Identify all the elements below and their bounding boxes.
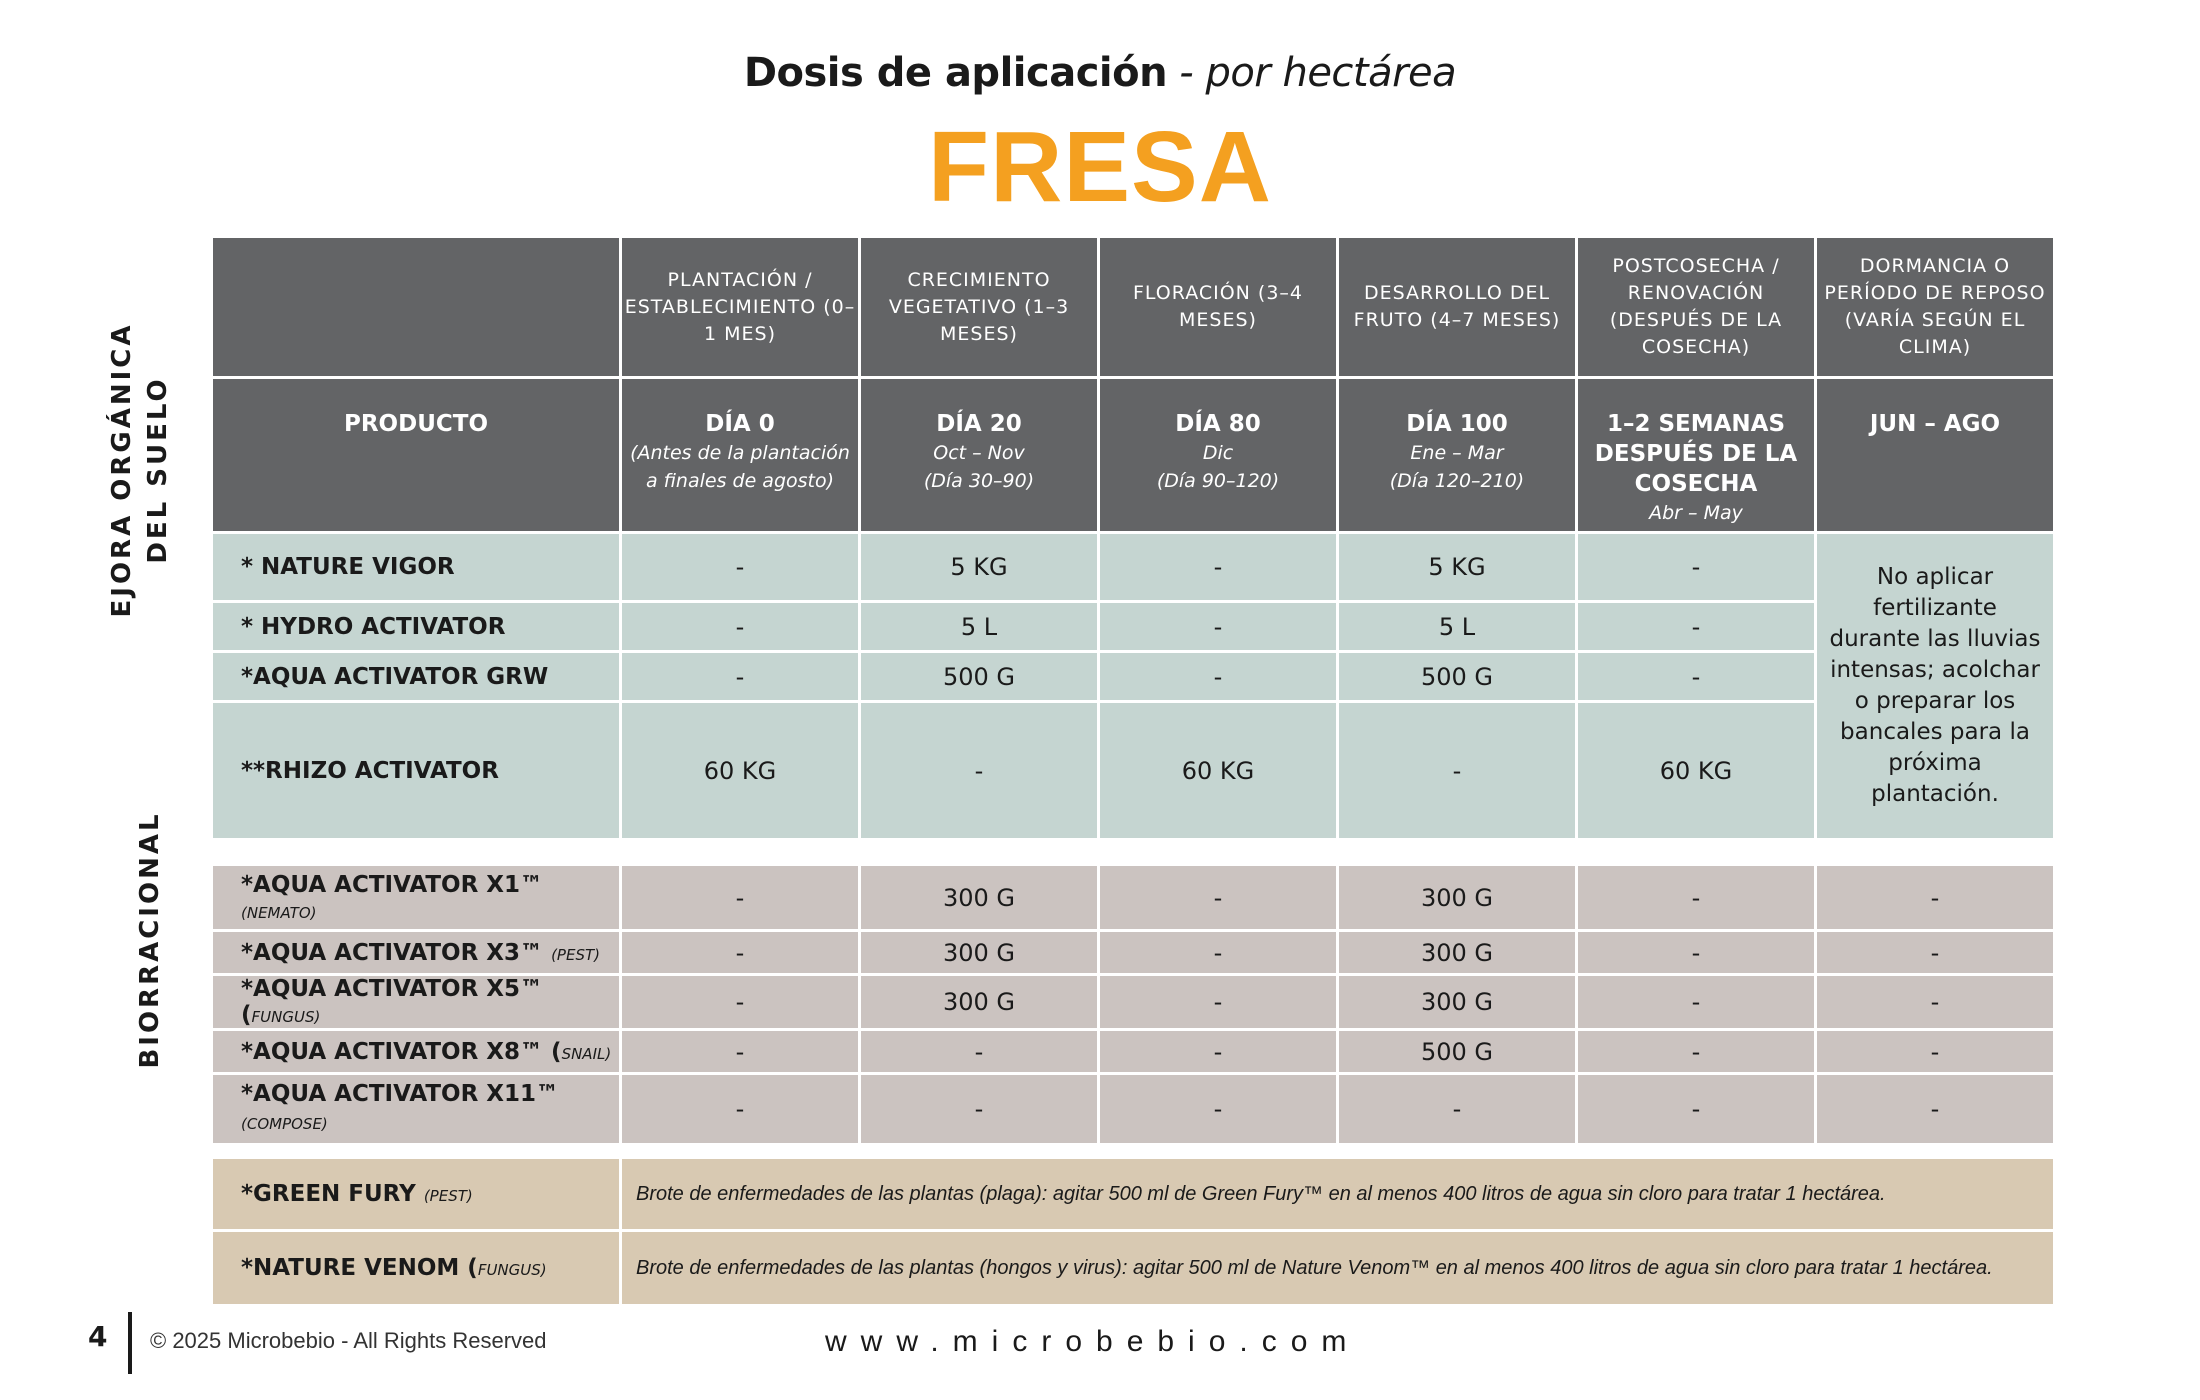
product-tag: FUNGUS) <box>477 1261 547 1279</box>
stage-header-row <box>213 238 2053 376</box>
product-name <box>213 976 619 1028</box>
dose-cell: - <box>1817 1075 2053 1143</box>
product-name: *AQUA ACTIVATOR GRW <box>213 653 619 700</box>
dosage-table <box>210 235 2055 1307</box>
product-name-text: *AQUA ACTIVATOR X8™ ( <box>241 1038 562 1065</box>
title-main: Dosis de aplicación <box>743 50 1168 96</box>
dose-cell: 60 KG <box>622 703 858 838</box>
dose-cell: - <box>622 1031 858 1072</box>
title-sub: - por hectárea <box>1167 50 1457 96</box>
dose-cell: 300 G <box>861 866 1097 929</box>
dose-cell: - <box>1100 866 1336 929</box>
stage-header: FLORACIÓN (3–4 MESES) <box>1100 238 1336 376</box>
dose-cell: 300 G <box>1339 866 1575 929</box>
dose-cell: 300 G <box>861 932 1097 973</box>
spacer <box>213 1146 2053 1156</box>
dose-cell: - <box>1578 866 1814 929</box>
product-name <box>213 1075 619 1143</box>
timing-sub: Ene – Mar <box>1410 442 1504 464</box>
timing-sub: Abr – May <box>1649 502 1743 524</box>
table-row <box>213 603 2053 650</box>
dose-cell: - <box>861 1075 1097 1143</box>
product-name-text: *AQUA ACTIVATOR X3™ <box>241 939 544 966</box>
dose-cell: 60 KG <box>1100 703 1336 838</box>
stage-header: PLANTACIÓN / ESTABLECIMIENTO (0–1 MES) <box>622 238 858 376</box>
dose-cell: - <box>1100 1075 1336 1143</box>
dose-cell: 5 KG <box>861 534 1097 600</box>
copyright-text: © 2025 Microbebio - All Rights Reserved <box>150 1328 547 1353</box>
table-row <box>213 976 2053 1028</box>
dose-cell: - <box>1817 866 2053 929</box>
dose-cell: - <box>622 1075 858 1143</box>
dose-cell: - <box>1817 932 2053 973</box>
product-name <box>213 932 619 973</box>
side-label-biorational: BIORRACIONAL <box>135 811 165 1069</box>
dose-cell: - <box>861 703 1097 838</box>
dose-cell: - <box>1100 534 1336 600</box>
product-tag: (PEST) <box>551 945 600 964</box>
table-row <box>213 1031 2053 1072</box>
soil-note: No aplicar fertilizante durante las lluvias intensas; acolchar o preparar los bancales para la próxima plantación. <box>1817 534 2053 838</box>
table-row <box>213 703 2053 838</box>
dose-cell: - <box>1578 603 1814 650</box>
timing-title: DÍA 0 <box>705 411 775 437</box>
website-link[interactable]: www.microbebio.com <box>825 1325 1361 1358</box>
crop-title: FRESA <box>928 111 1272 223</box>
product-name-text: *AQUA ACTIVATOR X1™ <box>241 871 544 898</box>
dose-cell: - <box>622 976 858 1028</box>
stage-header: POSTCOSECHA / RENOVACIÓN (DESPUÉS DE LA COSECHA) <box>1578 238 1814 376</box>
dose-cell: 500 G <box>861 653 1097 700</box>
dose-cell: - <box>1578 534 1814 600</box>
dose-cell: - <box>861 1031 1097 1072</box>
timing-sub: a finales de agosto) <box>645 470 835 492</box>
dose-cell: - <box>1578 1075 1814 1143</box>
dose-cell: - <box>1100 603 1336 650</box>
dose-cell: - <box>622 603 858 650</box>
table-row <box>213 653 2053 700</box>
dose-cell: - <box>1578 653 1814 700</box>
product-name-text: *AQUA ACTIVATOR X5™ ( <box>241 976 544 1028</box>
dose-cell: 60 KG <box>1578 703 1814 838</box>
dose-cell: - <box>1100 932 1336 973</box>
timing-sub: (Día 90–120) <box>1156 470 1280 492</box>
timing-header <box>861 379 1097 531</box>
page-number: 4 <box>88 1320 108 1353</box>
spacer-row <box>213 1146 2053 1156</box>
dose-cell: - <box>1817 976 2053 1028</box>
dose-cell: 300 G <box>1339 932 1575 973</box>
dose-cell: - <box>622 932 858 973</box>
dose-cell: - <box>622 866 858 929</box>
dose-cell: - <box>1100 653 1336 700</box>
spacer <box>213 841 2053 863</box>
product-name-text: *AQUA ACTIVATOR X11™ <box>241 1081 560 1107</box>
dose-cell: 5 KG <box>1339 534 1575 600</box>
product-tag: (PEST) <box>423 1187 473 1205</box>
dose-cell: - <box>1578 1031 1814 1072</box>
timing-title: JUN – AGO <box>1869 411 2001 437</box>
product-tag: FUNGUS) <box>251 1008 321 1026</box>
timing-header <box>1578 379 1814 531</box>
dose-cell: - <box>1578 932 1814 973</box>
dose-cell: - <box>1100 976 1336 1028</box>
side-label-soil <box>104 310 176 630</box>
stage-header: DORMANCIA O PERÍODO DE REPOSO (VARÍA SEGÚN EL CLIMA) <box>1817 238 2053 376</box>
dose-cell: - <box>622 534 858 600</box>
side-label-soil-line1: EJORA ORGÁNICA <box>107 322 137 618</box>
table-row <box>213 1075 2053 1143</box>
product-instructions: Brote de enfermedades de las plantas (plaga): agitar 500 ml de Green Fury™ en al menos 400 litros de agua sin cloro para tratar 1 hectárea. <box>622 1159 2053 1229</box>
timing-title: DÍA 80 <box>1175 411 1261 437</box>
product-name <box>213 1159 619 1229</box>
dose-cell: 500 G <box>1339 1031 1575 1072</box>
timing-header <box>1339 379 1575 531</box>
product-name: **RHIZO ACTIVATOR <box>213 703 619 838</box>
timing-sub: (Día 120–210) <box>1389 470 1525 492</box>
table-row <box>213 1232 2053 1304</box>
product-name: * HYDRO ACTIVATOR <box>213 603 619 650</box>
stage-header: DESARROLLO DEL FRUTO (4–7 MESES) <box>1339 238 1575 376</box>
product-tag: SNAIL) <box>561 1044 612 1063</box>
table-row <box>213 534 2053 600</box>
product-name <box>213 1031 619 1072</box>
timing-title: 1–2 SEMANAS DESPUÉS DE LA COSECHA <box>1594 411 1798 497</box>
table-row <box>213 932 2053 973</box>
dose-cell: - <box>1339 703 1575 838</box>
product-tag: (COMPOSE) <box>241 1115 328 1133</box>
timing-header <box>622 379 858 531</box>
page-title <box>0 50 2200 96</box>
timing-title: DÍA 20 <box>936 411 1022 437</box>
timing-title: DÍA 100 <box>1406 411 1508 437</box>
timing-header <box>1817 379 2053 531</box>
timing-sub: (Día 30–90) <box>923 470 1035 492</box>
side-label-soil-line2: DEL SUELO <box>143 376 173 564</box>
stage-header-empty <box>213 238 619 376</box>
dose-cell: 300 G <box>861 976 1097 1028</box>
dose-cell: 500 G <box>1339 653 1575 700</box>
product-name-text: *GREEN FURY <box>241 1181 416 1207</box>
product-instructions: Brote de enfermedades de las plantas (hongos y virus): agitar 500 ml de Nature Venom™ en al menos 400 litros de agua sin cloro para tratar 1 hectárea. <box>622 1232 2053 1304</box>
timing-sub: Dic <box>1202 442 1234 464</box>
spacer-row <box>213 841 2053 863</box>
product-name: * NATURE VIGOR <box>213 534 619 600</box>
dose-cell: - <box>1817 1031 2053 1072</box>
dose-cell: - <box>622 653 858 700</box>
dose-cell: 5 L <box>1339 603 1575 650</box>
timing-header <box>1100 379 1336 531</box>
product-name <box>213 866 619 929</box>
timing-sub: Oct – Nov <box>933 442 1025 464</box>
table-row <box>213 866 2053 929</box>
dose-cell: 300 G <box>1339 976 1575 1028</box>
table-row <box>213 1159 2053 1229</box>
product-name <box>213 1232 619 1304</box>
stage-header: CRECIMIENTO VEGETATIVO (1–3 MESES) <box>861 238 1097 376</box>
dose-cell: - <box>1578 976 1814 1028</box>
product-tag: (NEMATO) <box>241 903 317 922</box>
dose-cell: 5 L <box>861 603 1097 650</box>
dose-cell: - <box>1339 1075 1575 1143</box>
timing-sub: (Antes de la plantación <box>630 442 850 464</box>
product-name-text: *NATURE VENOM ( <box>241 1255 478 1281</box>
product-header: PRODUCTO <box>213 379 619 531</box>
footer-divider <box>128 1312 132 1374</box>
timing-header-row <box>213 379 2053 531</box>
dose-cell: - <box>1100 1031 1336 1072</box>
